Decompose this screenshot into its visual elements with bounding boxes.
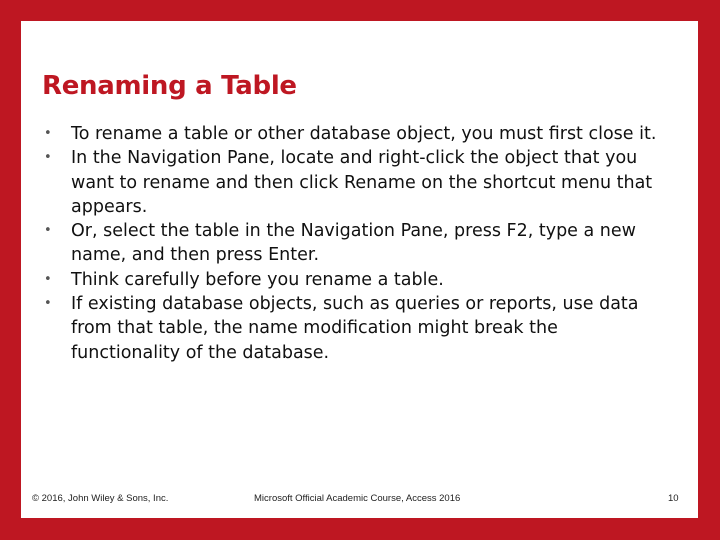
bullet-dot-icon: • <box>44 150 52 166</box>
bullet-text: Think carefully before you rename a table. <box>71 269 444 290</box>
bullet-item <box>44 268 664 292</box>
footer-course-name: Microsoft Official Academic Course, Access 2016 <box>254 493 461 504</box>
bullet-item <box>44 122 664 146</box>
slide-title: Renaming a Table <box>42 71 297 101</box>
bullet-dot-icon: • <box>44 271 52 287</box>
bullet-text: In the Navigation Pane, locate and right-click the object that you want to rename and then click Rename on the shortcut menu that appears. <box>71 148 653 217</box>
page-number: 10 <box>668 493 679 504</box>
bullet-dot-icon: • <box>44 126 52 141</box>
bullet-text: If existing database objects, such as queries or reports, use data from that table, the name modification might break the functionality of the database. <box>71 294 639 363</box>
bullet-text: To rename a table or other database object, you must first close it. <box>71 124 657 144</box>
bullet-dot-icon: • <box>44 223 52 239</box>
bullet-item <box>44 146 664 219</box>
bullet-item <box>44 292 664 365</box>
bullet-dot-icon: • <box>44 296 52 312</box>
slide-content-area <box>21 21 698 518</box>
bullet-text: Or, select the table in the Navigation Pane, press F2, type a new name, and then press Enter. <box>71 221 636 266</box>
footer-copyright: © 2016, John Wiley & Sons, Inc. <box>32 493 169 504</box>
bullet-item <box>44 219 664 268</box>
bullet-list <box>44 122 664 365</box>
